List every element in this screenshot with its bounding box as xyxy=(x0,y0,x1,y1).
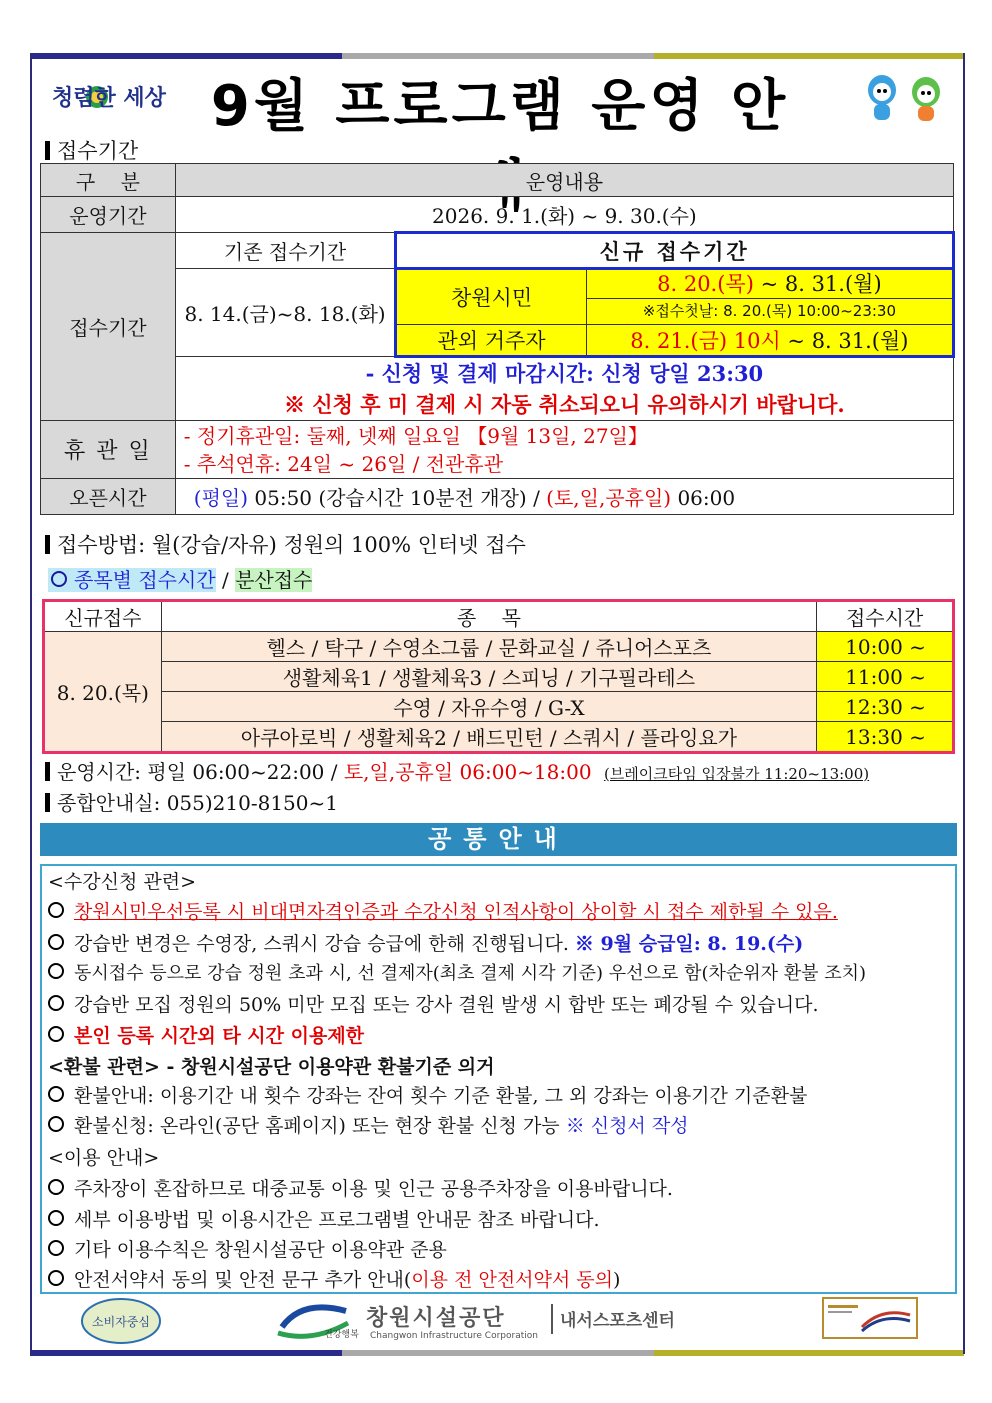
closed-line-1: - 정기휴관일: 둘째, 넷째 일요일 【9월 13일, 27일】 xyxy=(183,423,648,448)
info-label: 종합안내실: 055)210-8150~1 xyxy=(57,791,338,815)
usage-close: ) xyxy=(613,1269,621,1291)
org-name: 창원시설공단 xyxy=(366,1306,506,1331)
usage-item xyxy=(48,1235,447,1262)
hours-weekend: 토,일,공휴일 06:00~18:00 xyxy=(343,760,592,784)
closed-cell xyxy=(175,421,953,479)
hours-break-note: (브레이크타임 입장불가 11:20~13:00) xyxy=(603,765,870,783)
open-weekday-time: 05:50 (강습시간 10분전 개장) / xyxy=(248,486,547,510)
refund-item-text: 환불안내: 이용기간 내 횟수 강좌는 잔여 횟수 기준 환불, 그 외 강좌는 이용기간 기준환불 xyxy=(74,1085,808,1107)
col-time: 접수시간 xyxy=(817,601,954,632)
refund-item-text: 환불신청: 온라인(공단 홈페이지) 또는 현장 환불 신청 가능 xyxy=(74,1115,566,1137)
schedule-row-items: 생활체육1 / 생활체육3 / 스피닝 / 기구필라테스 xyxy=(161,662,817,692)
method-section-label xyxy=(45,529,526,559)
method-sub-1-wrap xyxy=(48,568,216,592)
new-header: 신규 접수기간 xyxy=(396,233,954,269)
reg-item xyxy=(48,959,866,985)
reg-item-text: 강습반 모집 정원의 50% 미만 모집 또는 강사 결원 발생 시 합반 또는 폐강될 수 있습니다. xyxy=(74,994,819,1016)
existing-header: 기존 접수기간 xyxy=(175,233,396,269)
top-color-bar xyxy=(30,53,964,59)
method-section-text: 접수방법: 월(강습/자유) 정원의 100% 인터넷 접수 xyxy=(57,533,526,557)
method-sub-sep: / xyxy=(215,568,236,592)
registration-header: <수강신청 관련> xyxy=(48,871,197,893)
usage-item xyxy=(48,1174,673,1201)
usage-item-text: 기타 이용수칙은 창원시설공단 이용약관 준용 xyxy=(74,1239,447,1261)
reg-item xyxy=(48,1021,364,1048)
schedule-row-time: 12:30 ~ xyxy=(817,692,954,722)
schedule-row-time: 13:30 ~ xyxy=(817,722,954,753)
circle-bullet-icon xyxy=(48,1026,64,1042)
circle-bullet-icon xyxy=(51,571,67,587)
hours-label: 운영시간: 평일 06:00~22:00 / xyxy=(57,760,344,784)
changwon-label: 창원시민 xyxy=(396,269,586,325)
open-cell xyxy=(175,479,953,515)
schedule-row-items: 수영 / 자유수영 / G-X xyxy=(161,692,817,722)
schedule-date: 8. 20.(목) xyxy=(44,632,162,753)
circle-bullet-icon xyxy=(48,1116,64,1132)
row-operation-value: 2026. 9. 1.(화) ~ 9. 30.(수) xyxy=(175,197,953,233)
method-sub-1: 종목별 접수시간 xyxy=(74,568,216,592)
outside-date-rest: ~ 8. 31.(월) xyxy=(780,329,909,353)
logo-lettering-left: 청렴한 세상 xyxy=(52,86,166,111)
refund-header xyxy=(48,1052,495,1079)
schedule-row-time: 11:00 ~ xyxy=(817,662,954,692)
changwon-dates xyxy=(586,269,953,325)
refund-item xyxy=(48,1081,807,1108)
circle-bullet-icon xyxy=(48,1210,64,1226)
circle-bullet-icon xyxy=(48,1179,64,1195)
closed-label: 휴 관 일 xyxy=(41,421,176,479)
reg-item-text: 창원시민우선등록 시 비대면자격인증과 수강신청 인적사항이 상이할 시 접수 제한될 수 있음. xyxy=(74,901,838,923)
left-border xyxy=(30,53,32,1354)
usage-item xyxy=(48,1265,620,1292)
usage-item-text: 세부 이용방법 및 이용시간은 프로그램별 안내문 참조 바랍니다. xyxy=(74,1209,600,1231)
refund-note: ※ 신청서 작성 xyxy=(565,1115,689,1137)
usage-red: 이용 전 안전서약서 동의 xyxy=(411,1269,613,1291)
bottom-color-bar xyxy=(30,1350,964,1356)
reg-item-text: 본인 등록 시간외 타 시간 이용제한 xyxy=(74,1025,365,1047)
certification-logo xyxy=(822,1297,918,1345)
schedule-row-items: 헬스 / 탁구 / 수영소그룹 / 문화교실 / 쥬니어스포츠 xyxy=(161,632,817,662)
open-weekend-time: 06:00 xyxy=(671,486,736,510)
promotion-note: ※ 9월 승급일: 8. 19.(수) xyxy=(574,933,804,955)
circle-bullet-icon xyxy=(48,995,64,1011)
col-item: 종 목 xyxy=(161,601,817,632)
refund-header-rest: - 창원시설공단 이용약관 환불기준 의거 xyxy=(159,1056,495,1078)
footer-divider xyxy=(551,1304,553,1334)
reception-section-text: 접수기간 xyxy=(57,139,139,163)
open-label: 오픈시간 xyxy=(41,479,176,515)
circle-bullet-icon xyxy=(48,1240,64,1256)
circle-bullet-icon xyxy=(48,1270,64,1286)
open-weekday: (평일) xyxy=(193,486,249,510)
page-title: 9월 프로그램 운영 안 xyxy=(210,74,790,139)
usage-header: <이용 안내> xyxy=(48,1147,160,1169)
closed-line-2: - 추석연휴: 24일 ~ 26일 / 전관휴관 xyxy=(183,451,504,476)
schedule-row-items: 아쿠아로빅 / 생활체육2 / 배드민턴 / 스쿼시 / 플라잉요가 xyxy=(161,722,817,753)
reg-item xyxy=(48,929,803,956)
existing-value: 8. 14.(금)~8. 18.(화) xyxy=(175,269,396,357)
reg-item-text: 강습반 변경은 수영장, 스쿼시 강습 승급에 한해 진행됩니다. xyxy=(74,933,569,955)
row-operation-label: 운영기간 xyxy=(41,197,176,233)
outside-label: 관외 거주자 xyxy=(396,325,586,357)
reception-table xyxy=(40,163,955,515)
usage-item-text: 안전서약서 동의 및 안전 문구 추가 안내( xyxy=(74,1269,412,1291)
open-weekend: (토,일,공휴일) xyxy=(546,486,672,510)
deadline-note: - 신청 및 결제 마감시간: 신청 당일 23:30 xyxy=(365,361,764,386)
consumer-badge-text: 소비자중심 xyxy=(92,1315,150,1329)
col-gubun: 구 분 xyxy=(41,164,176,197)
changwon-date-rest: ~ 8. 31.(월) xyxy=(753,272,882,296)
col-content: 운영내용 xyxy=(175,164,953,197)
right-border xyxy=(963,53,965,1354)
changwon-first-day: ※접수첫날: 8. 20.(목) 10:00~23:30 xyxy=(642,302,897,320)
reg-item-text: 동시접수 등으로 강습 정원 초과 시, 선 결제자(최초 결제 시각 기준) 우선으로 함(차순위자 환불 조치) xyxy=(74,963,867,984)
schedule-table xyxy=(42,599,955,754)
method-sub-labels xyxy=(48,564,312,593)
mascot-icons xyxy=(860,70,952,126)
circle-bullet-icon xyxy=(48,934,64,950)
cancel-note: ※ 신청 후 미 결제 시 자동 취소되오니 유의하시기 바랍니다. xyxy=(284,392,845,417)
circle-bullet-icon xyxy=(48,1086,64,1102)
center-name: 내서스포츠센터 xyxy=(560,1311,675,1331)
refund-header-text: <환불 관련> xyxy=(48,1056,160,1078)
row-reception-label: 접수기간 xyxy=(41,233,176,421)
refund-item xyxy=(48,1111,689,1138)
col-new: 신규접수 xyxy=(44,601,162,632)
clean-world-logo xyxy=(50,72,166,122)
circle-bullet-icon xyxy=(48,902,64,918)
changwon-date-red: 8. 20.(목) xyxy=(657,272,754,296)
outside-date-red: 8. 21.(금) 10시 xyxy=(630,329,781,353)
hours-line xyxy=(45,756,869,785)
consumer-badge-logo xyxy=(80,1297,162,1345)
schedule-row-time: 10:00 ~ xyxy=(817,632,954,662)
reg-item xyxy=(48,990,819,1017)
reception-section-label xyxy=(45,135,138,165)
org-english: Changwon Infrastructure Corporation xyxy=(370,1331,538,1341)
usage-item xyxy=(48,1205,600,1232)
usage-item-text: 주차장이 혼잡하므로 대중교통 이용 및 인근 공용주차장을 이용바랍니다. xyxy=(74,1178,673,1200)
outside-dates xyxy=(586,325,953,357)
health-text: 건강행복 xyxy=(324,1330,359,1340)
info-line xyxy=(45,787,338,816)
method-sub-2: 분산접수 xyxy=(235,568,313,592)
common-title: 공통안내 xyxy=(40,823,957,856)
reg-item xyxy=(48,897,838,924)
org-emblem-logo xyxy=(272,1297,359,1345)
notes-cell xyxy=(175,357,953,421)
circle-bullet-icon xyxy=(48,963,64,979)
